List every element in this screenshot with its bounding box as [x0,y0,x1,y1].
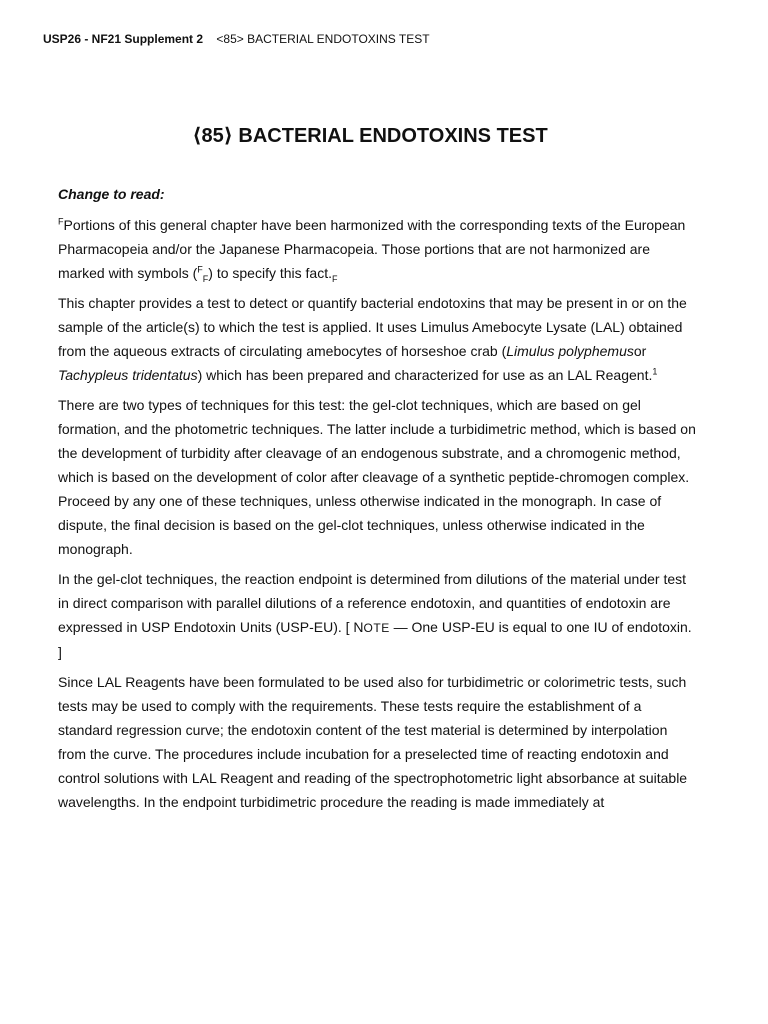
intro-text-1: This chapter provides a test to detect or quantify bacterial endotoxins that may be present in or on the sample of the article(s) to which the test is applied. It uses Limulus Amebocyte Lysate (LAL) obtained from the aqueous extracts of circulating amebocytes of horseshoe crab ( [58,295,687,359]
gel-clot-paragraph [58,567,698,664]
change-note: Change to read: [58,186,165,202]
intro-text-2: ) which has been prepared and characterized for use as an LAL Reagent. [197,367,653,383]
intro-paragraph [58,291,698,387]
harmonization-inline-symbol-b: F [202,273,209,284]
gel-clot-text-1: In the gel-clot techniques, the reaction endpoint is determined from dilutions of the material under test in direct comparison with parallel dilutions of a reference endotoxin, and quantities of endotoxin are expressed in USP Endotoxin Units (USP-EU). [ [58,571,687,635]
edition-label: USP26 - NF21 Supplement 2 [43,32,204,46]
intro-or: or [633,343,647,359]
harmonization-text-1: Portions of this general chapter have been harmonized with the corresponding texts of the European Pharmacopeia and/or the Japanese Pharmacopeia. Those portions that are not harmonized are marked with symbols ( [58,217,686,281]
note-label-rest: OTE [363,621,390,635]
reagents-paragraph: Since LAL Reagents have been formulated to be used also for turbidimetric or colorimetric tests, such tests may be used to comply with the requirements. These tests require the establishment of a standard regression curve; the endotoxin content of the test material is determined by interpolation from the curve. The procedures include incubation for a preselected time of reacting endotoxin and control solutions with LAL Reagent and reading of the spectrophotometric light absorbance at suitable wavelengths. In the endpoint turbidimetric procedure the reading is made immediately at [58,674,688,810]
gel-clot-text-2: — One USP-EU is equal to one IU of endotoxin. ] [58,619,692,660]
harmonization-text-2: ) to specify this fact. [208,265,332,281]
chapter-body [58,182,698,820]
harmonization-close-symbol: F [331,273,338,284]
footnote-reference[interactable]: 1 [652,366,658,377]
page-title: ⟨85⟩ BACTERIAL ENDOTOXINS TEST [192,125,548,147]
harmonization-inline-symbol-a: F [197,264,203,275]
species-limulus: Limulus polyphemus [506,343,634,359]
species-tachypleus: Tachypleus tridentatus [58,367,198,383]
note-label-n: N [353,619,364,635]
chapter-reference: <85> BACTERIAL ENDOTOXINS TEST [216,32,430,46]
harmonization-paragraph [58,213,698,285]
harmonization-open-symbol: F [58,216,64,227]
techniques-paragraph: There are two types of techniques for this test: the gel-clot techniques, which are based on gel formation, and the photometric techniques. The latter include a turbidimetric method, which is based on the development of turbidity after cleavage of an endogenous substrate, and a chromogenic method, which is based on the development of color after cleavage of a synthetic peptide-chromogen complex. Proceed by any one of these techniques, unless otherwise indicated in the monograph. In case of dispute, the final decision is based on the gel-clot techniques, unless otherwise indicated in the monograph. [58,397,696,557]
running-header [43,31,430,47]
